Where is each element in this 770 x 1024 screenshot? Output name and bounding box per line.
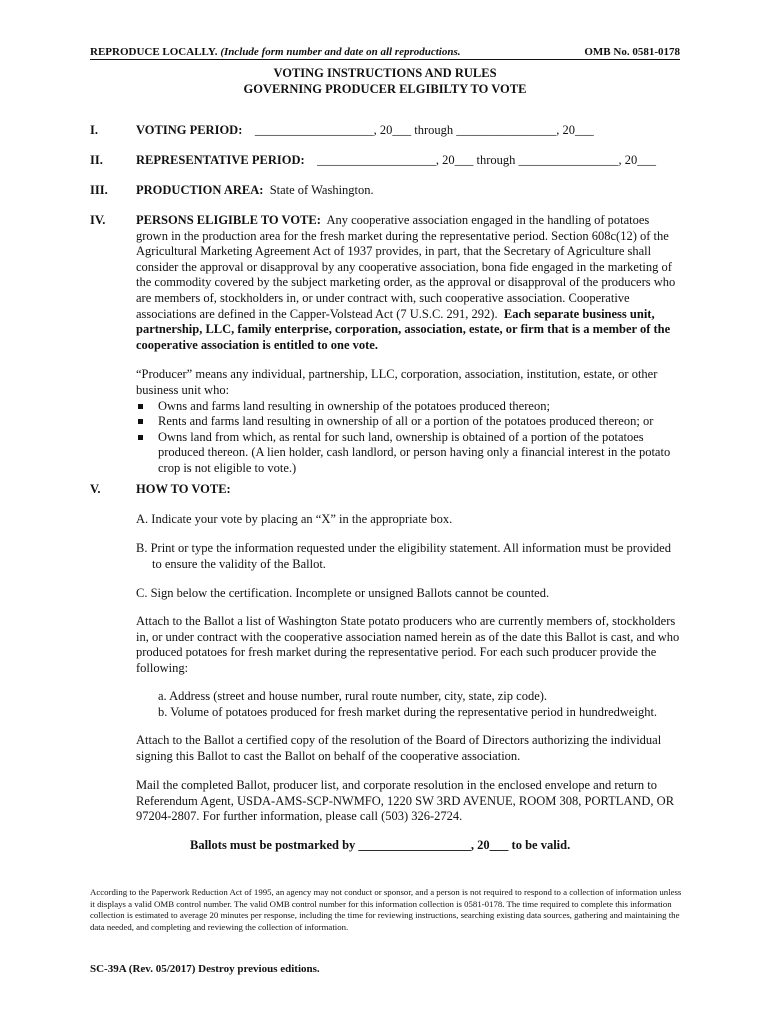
- representative-period-blanks: ___________________, 20___ through ________________, 20___: [317, 153, 657, 167]
- eligibility-bold-text: Each separate business unit, partnership, LLC, family enterprise, corporation, association, estate, or firm that is a member of the cooperative association is entitled to one vote.: [136, 306, 671, 352]
- voting-period-blanks: ___________________, 20___ through ________________, 20___: [254, 123, 594, 137]
- voting-period-label: VOTING PERIOD:: [136, 123, 243, 137]
- section-3-body: [136, 183, 681, 199]
- production-area-value: State of Washington.: [269, 183, 374, 197]
- step-c: C. Sign below the certification. Incomplete or unsigned Ballots cannot be counted.: [136, 586, 550, 600]
- page-header: [90, 46, 680, 60]
- document-title: [90, 65, 680, 97]
- how-to-vote-label: HOW TO VOTE:: [136, 482, 231, 496]
- step-a: A. Indicate your vote by placing an “X” in the appropriate box.: [136, 512, 453, 526]
- omb-number: OMB No. 0581-0178: [584, 46, 680, 58]
- item-b: b. Volume of potatoes produced for fresh market during the representative period in hundredweight.: [158, 705, 658, 719]
- title-line-2: GOVERNING PRODUCER ELGIBILTY TO VOTE: [243, 82, 527, 96]
- attach-producer-list: Attach to the Ballot a list of Washington State potato producers who are currently members of, stockholders in, or under contract with the cooperative association named herein as of the date this Ballot is cast, and who produced potatoes for fresh market during the representative period. For each such producer provide the following:: [136, 614, 680, 675]
- paperwork-reduction-notice: According to the Paperwork Reduction Act of 1995, an agency may not conduct or sponsor, and a person is not required to respond to a collection of information unless it displays a valid OMB control number. The valid OMB control number for this information collection is 0581-0178. The time required to complete this information collection is estimated to average 20 minutes per response, including the time for reviewing instructions, searching existing data sources, gathering and maintaining the data needed, and completing and reviewing the collection of information.: [90, 887, 682, 932]
- section-4-numeral: IV.: [90, 213, 106, 227]
- section-1-body: [136, 123, 681, 139]
- list-item: Rents and farms land resulting in ownership of all or a portion of the potatoes produced thereon; or: [136, 414, 681, 430]
- mailing-instructions: Mail the completed Ballot, producer list, and corporate resolution in the enclosed envelope and return to Referendum Agent, USDA-AMS-SCP-NWMFO, 1220 SW 3RD AVENUE, ROOM 308, PORTLAND, OR 97204-2807. For further information, please call (503) 326-2724.: [136, 778, 675, 824]
- eligibility-paragraph: [136, 213, 681, 353]
- step-b: B. Print or type the information requested under the eligibility statement. All information must be provided to ensure the validity of the Ballot.: [136, 541, 671, 571]
- reproduce-note: [90, 46, 461, 58]
- section-2-body: [136, 153, 681, 169]
- list-item: Owns land from which, as rental for such land, ownership is obtained of a portion of the potatoes produced thereon. (A lien holder, cash landlord, or person having only a financial interest in the potato crop is not eligible to vote.): [136, 430, 681, 477]
- item-a: a. Address (street and house number, rural route number, city, state, zip code).: [158, 689, 548, 703]
- form-number-footer: SC-39A (Rev. 05/2017) Destroy previous editions.: [90, 963, 320, 975]
- section-2-numeral: II.: [90, 153, 103, 167]
- section-5-heading: [136, 482, 681, 498]
- persons-eligible-label: PERSONS ELIGIBLE TO VOTE:: [136, 213, 321, 227]
- attach-resolution: Attach to the Ballot a certified copy of the resolution of the Board of Directors authorizing the individual signing this Ballot to cast the Ballot on behalf of the cooperative association.: [136, 733, 662, 763]
- section-5-numeral: V.: [90, 482, 101, 496]
- postmark-deadline: Ballots must be postmarked by __________________, 20___ to be valid.: [190, 838, 571, 852]
- producer-criteria-list: [136, 399, 681, 477]
- section-3-numeral: III.: [90, 183, 108, 197]
- eligibility-text: Any cooperative association engaged in the handling of potatoes grown in the production area for the fresh market during the representative period. Section 608c(12) of the Agricultural Marketing Agreement Act of 1937 provides, in part, that the Secretary of Agriculture shall consider the approval or disapproval by any cooperative association, bona fide engaged in the marketing of the commodity covered by the subject marketing order, as the approval or disapproval of the producers who are members of, stockholders in, or under contract with, such cooperative association. Cooperative associations are defined in the Capper-Volstead Act (7 U.S.C. 291, 292).: [136, 213, 676, 321]
- representative-period-label: REPRESENTATIVE PERIOD:: [136, 153, 305, 167]
- list-item: Owns and farms land resulting in ownership of the potatoes produced thereon;: [136, 399, 681, 415]
- section-1-numeral: I.: [90, 123, 98, 137]
- producer-definition: “Producer” means any individual, partnership, LLC, corporation, association, institution, estate, or other business unit who:: [136, 367, 658, 397]
- production-area-label: PRODUCTION AREA:: [136, 183, 264, 197]
- reproduce-instruction: (Include form number and date on all reproductions.: [220, 46, 461, 58]
- title-line-1: VOTING INSTRUCTIONS AND RULES: [273, 66, 497, 80]
- reproduce-label: REPRODUCE LOCALLY.: [90, 46, 218, 58]
- section-4-body: [136, 213, 681, 477]
